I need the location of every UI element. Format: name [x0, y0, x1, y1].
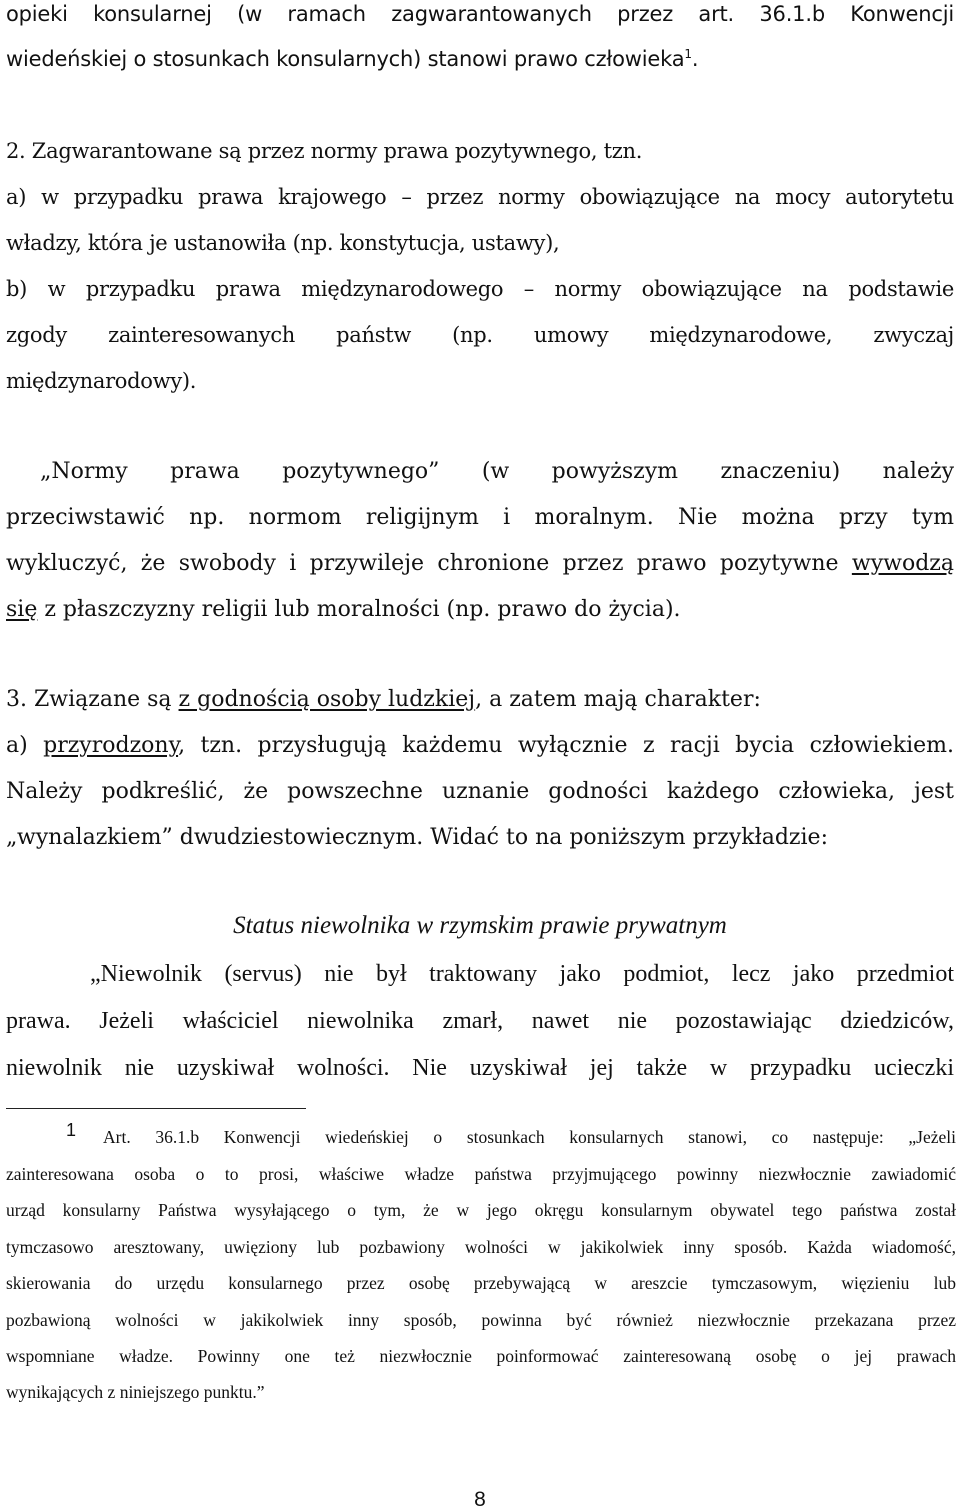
- underlined-text: z godnością osoby ludzkiej: [178, 687, 476, 712]
- body-text-line: opieki konsularnej (w ramach zagwarantowanych przez art. 36.1.b Konwencji: [6, 2, 954, 26]
- body-text-line: [6, 732, 954, 760]
- body-text-segment: 3. Związane są: [6, 687, 179, 712]
- body-text-line: prawa. Jeżeli właściciel niewolnika zmarł, nawet nie pozostawiając dziedziców,: [6, 1008, 954, 1034]
- footnote-line: zainteresowana osoba o to prosi, właściwe władze państwa przyjmującego powinny niezwłocznie zawiadomić: [6, 1164, 956, 1184]
- page-number: 8: [474, 1488, 486, 1511]
- body-text-segment: , a zatem mają charakter:: [475, 687, 761, 712]
- footnote-separator: [6, 1108, 306, 1109]
- body-text-line: a) w przypadku prawa krajowego – przez normy obowiązujące na mocy autorytetu: [6, 185, 954, 209]
- footnote-line: wynikających z niniejszego punktu.”: [6, 1382, 265, 1402]
- body-text-line: [6, 550, 954, 578]
- underlined-text: wywodzą: [851, 551, 954, 576]
- body-text-line: przeciwstawić np. normom religijnym i moralnym. Nie można przy tym: [6, 505, 954, 530]
- body-text-line: zgody zainteresowanych państw (np. umowy międzynarodowe, zwyczaj: [6, 323, 954, 347]
- body-text-segment: z płaszczyzny religii lub moralności (np. prawo do życia).: [37, 597, 681, 622]
- body-text-line: [6, 596, 954, 624]
- footnote-line: Art. 36.1.b Konwencji wiedeńskiej o stosunkach konsularnych stanowi, co następuje: „Jeżeli: [103, 1127, 956, 1147]
- footnote-line: pozbawioną wolności w jakikolwiek inny sposób, powinna być również niezwłocznie przekazana przez: [6, 1310, 956, 1330]
- body-text-line: „wynalazkiem” dwudziestowiecznym. Widać to na poniższym przykładzie:: [6, 825, 828, 850]
- body-text-line: władzy, która je ustanowiła (np. konstytucja, ustawy),: [6, 231, 560, 255]
- body-text-line: „Normy prawa pozytywnego” (w powyższym znaczeniu) należy: [40, 459, 954, 484]
- underlined-text: przyrodzony: [43, 733, 179, 758]
- underlined-text: się: [6, 597, 38, 622]
- body-text-line: b) w przypadku prawa międzynarodowego – normy obowiązujące na podstawie: [6, 277, 954, 301]
- footnote-line: wspomniane władze. Powinny one też niezwłocznie poinformować zainteresowaną osobę o jej prawach: [6, 1346, 956, 1366]
- footnote-line: urząd konsularny Państwa wysyłającego o tym, że w jego okręgu konsularnym obywatel tego państwa został: [6, 1200, 956, 1220]
- body-text-segment: .: [691, 47, 699, 71]
- body-text-segment: wiedeńskiej o stosunkach konsularnych) stanowi prawo człowieka: [6, 47, 685, 71]
- body-text-segment: , tzn. przysługują każdemu wyłącznie z racji bycia człowiekiem.: [178, 733, 954, 758]
- body-text-segment: wykluczyć, że swobody i przywileje chronione przez prawo pozytywne: [6, 551, 852, 576]
- body-text-line: międzynarodowy).: [6, 369, 197, 393]
- body-text-line: [6, 686, 954, 714]
- section-heading: Status niewolnika w rzymskim prawie prywatnym: [233, 912, 727, 939]
- footnote-line: tymczasowo aresztowany, uwięziony lub pozbawiony wolności w jakikolwiek inny sposób. Każda wiadomość,: [6, 1237, 956, 1257]
- body-text-segment: a): [6, 733, 44, 758]
- body-text-line: 2. Zagwarantowane są przez normy prawa pozytywnego, tzn.: [6, 139, 643, 163]
- footnote-line: skierowania do urzędu konsularnego przez osobę przebywającą w areszcie tymczasowym, więzieniu lub: [6, 1273, 956, 1293]
- footnote-number: 1: [66, 1120, 77, 1140]
- footnote-reference[interactable]: 1: [684, 47, 692, 61]
- body-text-line: Należy podkreślić, że powszechne uznanie godności każdego człowieka, jest: [6, 779, 954, 804]
- body-text-line: „Niewolnik (servus) nie był traktowany jako podmiot, lecz jako przedmiot: [90, 961, 954, 987]
- body-text-line: niewolnik nie uzyskiwał wolności. Nie uzyskiwał jej także w przypadku ucieczki: [6, 1055, 954, 1081]
- body-text-line: [6, 45, 954, 73]
